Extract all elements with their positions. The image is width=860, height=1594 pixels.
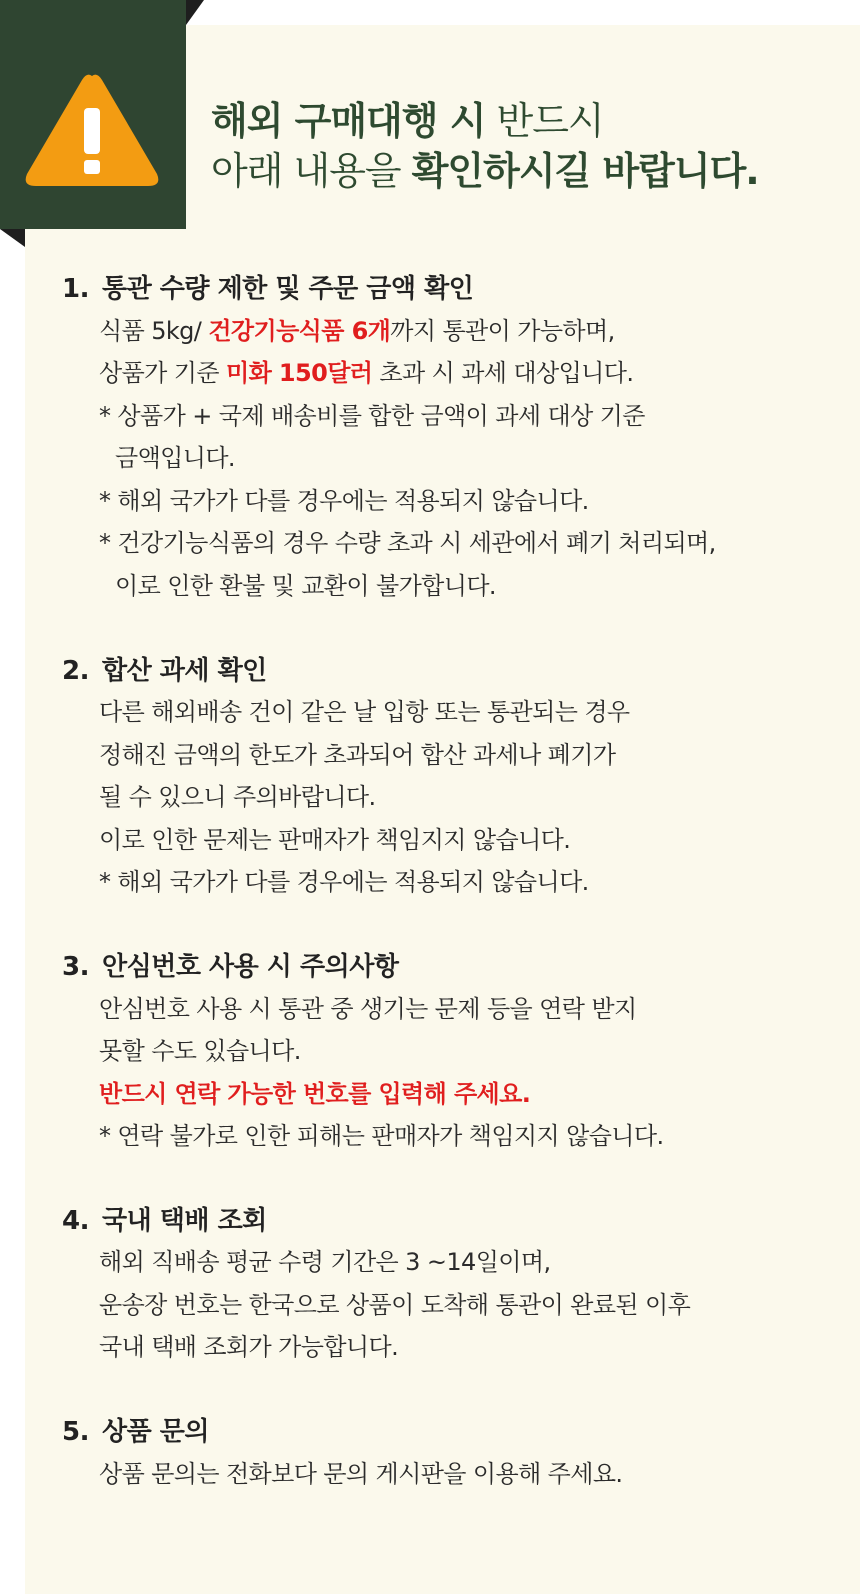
- section-number: 4.: [62, 1206, 89, 1236]
- section-line: 금액입니다.: [115, 444, 235, 472]
- section-line: * 연락 불가로 인한 피해는 판매자가 책임지지 않습니다.: [99, 1122, 664, 1150]
- section-title-text: 상품 문의: [102, 1417, 210, 1447]
- section-title: [62, 946, 398, 983]
- line-text: 상품가 기준: [99, 359, 226, 387]
- section-line: 이로 인한 문제는 판매자가 책임지지 않습니다.: [99, 826, 571, 854]
- header-line-1-rest: 반드시: [485, 99, 604, 143]
- notice-header: [211, 96, 831, 196]
- section-title-text: 합산 과세 확인: [102, 656, 267, 686]
- line-text: 식품 5kg/: [99, 317, 209, 345]
- section-line: 정해진 금액의 한도가 초과되어 합산 과세나 폐기가: [99, 741, 616, 769]
- section-title: [62, 1200, 267, 1237]
- emphasis-line: 반드시 연락 가능한 번호를 입력해 주세요.: [99, 1080, 531, 1108]
- section-number: 3.: [62, 952, 89, 982]
- section-line: [99, 311, 615, 346]
- section-title: [62, 1411, 209, 1448]
- section-line: 다른 해외배송 건이 같은 날 입항 또는 통관되는 경우: [99, 698, 630, 726]
- section-line: 안심번호 사용 시 통관 중 생기는 문제 등을 연락 받지: [99, 995, 637, 1023]
- section-line: * 해외 국가가 다를 경우에는 적용되지 않습니다.: [99, 868, 589, 896]
- line-text: 까지 통관이 가능하며,: [390, 317, 615, 345]
- section-number: 1.: [62, 274, 89, 304]
- section-line: 국내 택배 조회가 가능합니다.: [99, 1333, 399, 1361]
- section-line: 운송장 번호는 한국으로 상품이 도착해 통관이 완료된 이후: [99, 1291, 691, 1319]
- header-line-1: [211, 96, 831, 146]
- header-line-2-bold: 확인하시길 바랍니다.: [411, 149, 759, 193]
- section-line: * 건강기능식품의 경우 수량 초과 시 세관에서 폐기 처리되며,: [99, 529, 716, 557]
- section-line: 상품 문의는 전화보다 문의 게시판을 이용해 주세요.: [99, 1460, 623, 1488]
- section-title-text: 국내 택배 조회: [102, 1206, 267, 1236]
- section-number: 2.: [62, 656, 89, 686]
- warning-icon: [22, 68, 162, 192]
- header-line-2: [211, 146, 831, 196]
- section-title-text: 통관 수량 제한 및 주문 금액 확인: [102, 274, 474, 304]
- section-line: 될 수 있으니 주의바랍니다.: [99, 783, 376, 811]
- section-number: 5.: [62, 1417, 89, 1447]
- section-title: [62, 268, 473, 305]
- section-line: * 해외 국가가 다를 경우에는 적용되지 않습니다.: [99, 487, 589, 515]
- emphasis-text: 건강기능식품 6개: [208, 317, 391, 345]
- line-text: 초과 시 과세 대상입니다.: [372, 359, 634, 387]
- warning-flag: [0, 0, 186, 229]
- section-line: 해외 직배송 평균 수령 기간은 3 ~14일이며,: [99, 1248, 551, 1276]
- section-title-text: 안심번호 사용 시 주의사항: [102, 952, 399, 982]
- section-line: [99, 353, 633, 388]
- section-title: [62, 650, 267, 687]
- header-line-1-bold: 해외 구매대행 시: [211, 99, 486, 143]
- ribbon-fold-left: [0, 229, 25, 247]
- emphasis-text: 미화 150달러: [225, 359, 373, 387]
- ribbon-fold-top: [186, 0, 204, 25]
- section-line: 이로 인한 환불 및 교환이 불가합니다.: [115, 572, 496, 600]
- section-line: 못할 수도 있습니다.: [99, 1037, 301, 1065]
- section-line: * 상품가 + 국제 배송비를 합한 금액이 과세 대상 기준: [99, 402, 645, 430]
- header-line-2-rest: 아래 내용을: [211, 149, 412, 193]
